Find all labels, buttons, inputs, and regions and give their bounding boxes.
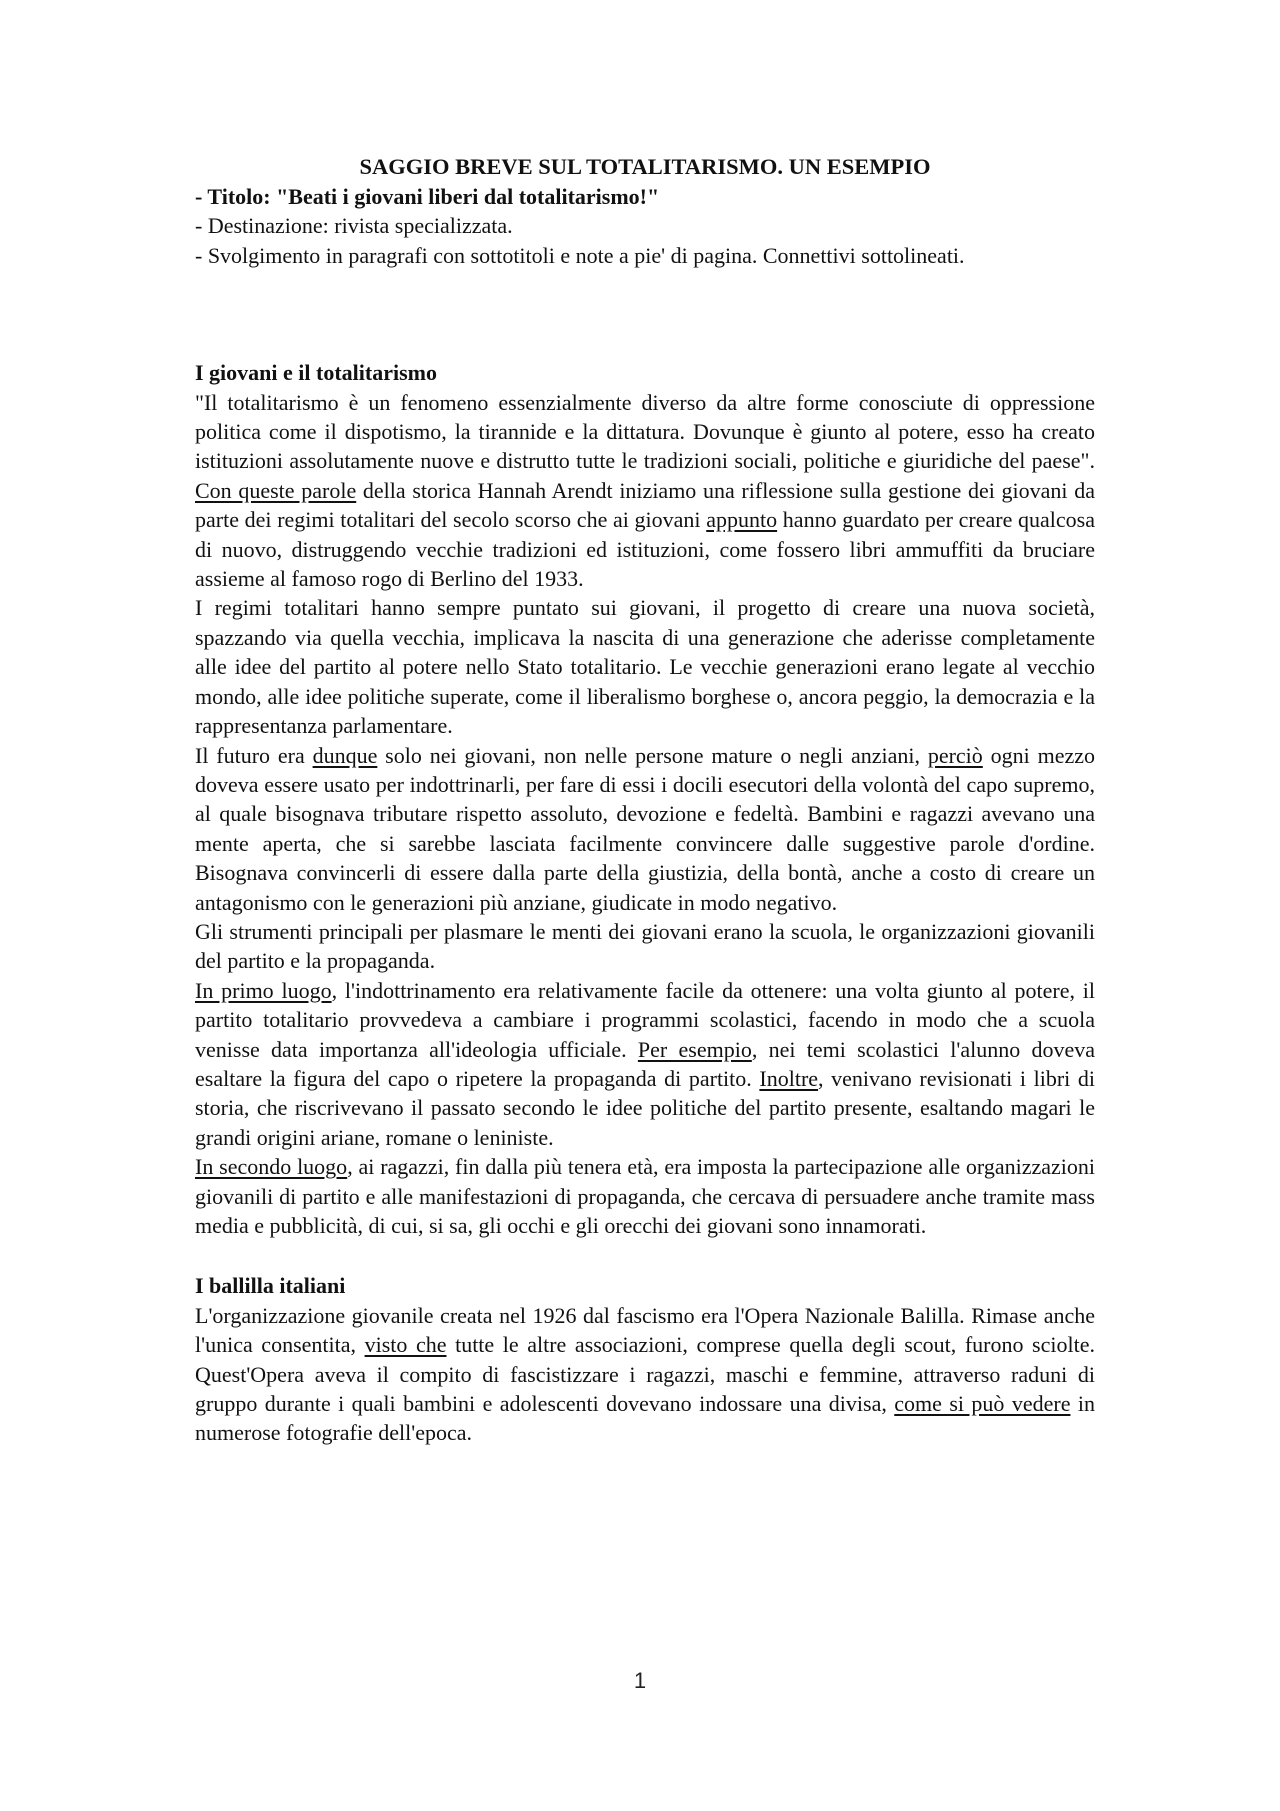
connective-underlined: Inoltre xyxy=(759,1065,819,1091)
connective-underlined: dunque xyxy=(312,742,378,768)
connective-underlined: perciò xyxy=(927,742,983,768)
connective-underlined: In primo luogo xyxy=(195,977,332,1003)
connective-underlined: Per esempio xyxy=(637,1036,752,1062)
section-heading-balilla: I ballilla italiani xyxy=(195,1273,346,1299)
essay-title-line: - Titolo: "Beati i giovani liberi dal totalitarismo!" xyxy=(195,184,660,209)
paragraph-5: In primo luogo, l'indottrinamento era relativamente facile da ottenere: una volta giunto al potere, il partito totalitario provvedeva a cambiare i programmi scolastici, facendo in modo che a scuola venisse data importanza all'ideologia ufficiale. Per esempio, nei temi scolastici l'alunno doveva esaltare la figura del capo o ripetere la propaganda di partito. Inoltre, venivano revisionati i libri di storia, che riscrivevano il passato secondo le idee politiche del partito presente, esaltando magari le grandi origini ariane, romane o leniniste. xyxy=(195,977,1095,1150)
section-heading-giovani: I giovani e il totalitarismo xyxy=(195,360,437,386)
document-title: SAGGIO BREVE SUL TOTALITARISMO. UN ESEMPIO xyxy=(359,154,931,179)
connective-underlined: appunto xyxy=(706,507,778,533)
paragraph-7: L'organizzazione giovanile creata nel 1926 dal fascismo era l'Opera Nazionale Balilla. Rimase anche l'unica consentita, visto che tutte le altre associazioni, comprese quella degli scout, furono sciolte. Quest'Opera aveva il compito di fascistizzare i ragazzi, maschi e femmine, attraverso raduni di gruppo durante i quali bambini e adolescenti dovevano indossare una divisa, come si può vedere in numerose fotografie dell'epoca. xyxy=(195,1302,1095,1446)
destination-line: - Destinazione: rivista specializzata. xyxy=(195,213,513,239)
paragraph-2: I regimi totalitari hanno sempre puntato sui giovani, il progetto di creare una nuova società, spazzando via quella vecchia, implicava la nascita di una generazione che aderisse completamente alle idee del partito al potere nello Stato totalitario. Le vecchie generazioni erano legate al vecchio mondo, alle idee politiche superate, come il liberalismo borghese o, ancora peggio, la democrazia e la rappresentanza parlamentare. xyxy=(195,595,1095,739)
connective-underlined: In secondo luogo xyxy=(195,1154,348,1180)
page-number: 1 xyxy=(633,1668,647,1693)
paragraph-4: Gli strumenti principali per plasmare le menti dei giovani erano la scuola, le organizzazioni giovanili del partito e la propaganda. xyxy=(195,918,1095,974)
structure-line: - Svolgimento in paragrafi con sottotitoli e note a pie' di pagina. Connettivi sottolineati. xyxy=(195,242,965,268)
connective-underlined: visto che xyxy=(364,1332,447,1358)
connective-underlined: Con queste parole xyxy=(195,477,357,503)
paragraph-3: Il futuro era dunque solo nei giovani, non nelle persone mature o negli anziani, perciò ogni mezzo doveva essere usato per indottrinarli, per fare di essi i docili esecutori della volontà del capo supremo, al quale bisognava tributare rispetto assoluto, devozione e fedeltà. Bambini e ragazzi avevano una mente aperta, che si sarebbe lasciata facilmente convincere dalle suggestive parole d'ordine. Bisognava convincerli di essere dalla parte della giustizia, della bontà, anche a costo di creare un antagonismo con le generazioni più anziane, giudicate in modo negativo. xyxy=(195,742,1095,915)
paragraph-1: "Il totalitarismo è un fenomeno essenzialmente diverso da altre forme conosciute di oppressione politica come il dispotismo, la tirannide e la dittatura. Dovunque è giunto al potere, esso ha creato istituzioni assolutamente nuove e distrutto tutte le tradizioni sociali, politiche e giuridiche del paese". Con queste parole della storica Hannah Arendt iniziamo una riflessione sulla gestione dei giovani da parte dei regimi totalitari del secolo scorso che ai giovani appunto hanno guardato per creare qualcosa di nuovo, distruggendo vecchie tradizioni ed istituzioni, come fossero libri ammuffiti da bruciare assieme al famoso rogo di Berlino del 1933. xyxy=(195,389,1095,592)
document-page xyxy=(195,152,1095,1448)
paragraph-6: In secondo luogo, ai ragazzi, fin dalla più tenera età, era imposta la partecipazione alle organizzazioni giovanili di partito e alle manifestazioni di propaganda, che cercava di persuadere anche tramite mass media e pubblicità, di cui, si sa, gli occhi e gli orecchi dei giovani sono innamorati. xyxy=(195,1154,1095,1238)
connective-underlined: come si può vedere xyxy=(894,1391,1071,1417)
